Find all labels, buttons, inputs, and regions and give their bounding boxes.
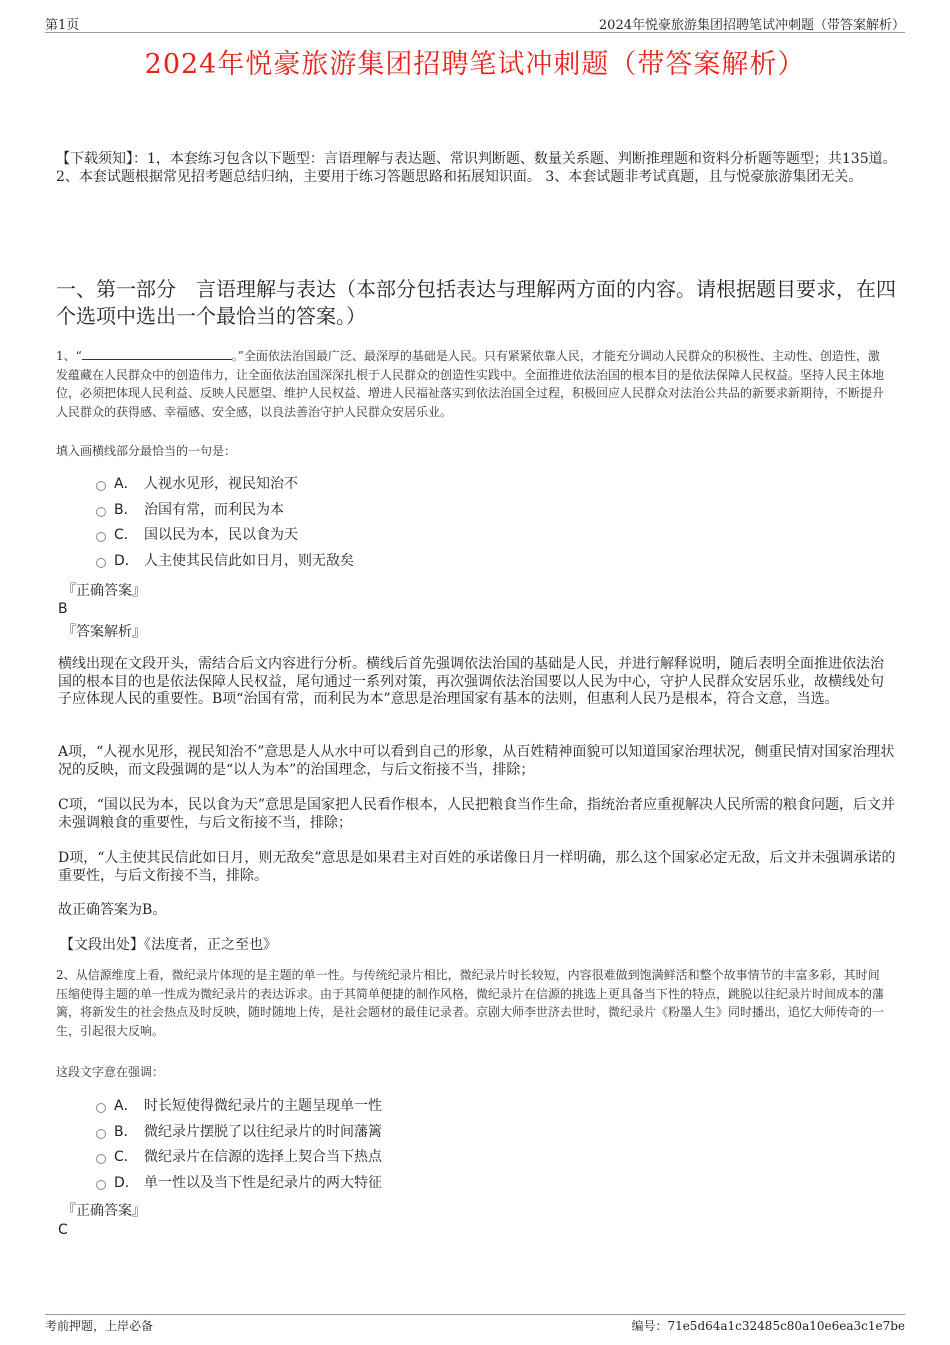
analysis-label: 『答案解析』 [62,624,146,640]
option-b[interactable]: B． 治国有常，而利民为本 [96,498,354,524]
option-c[interactable]: C． 国以民为本，民以食为天 [96,523,354,549]
option-a[interactable]: A． 时长短使得微纪录片的主题呈现单一性 [96,1094,382,1120]
page-number: 第1页 [45,18,80,33]
option-b[interactable]: B． 微纪录片摆脱了以往纪录片的时间藩篱 [96,1120,382,1146]
analysis-conclusion: 故正确答案为B。 [58,902,167,918]
option-c[interactable]: C． 微纪录片在信源的选择上契合当下热点 [96,1145,382,1171]
radio-icon[interactable] [96,1154,106,1164]
answer-label: 『正确答案』 [62,583,146,599]
header-doc-title: 2024年悦豪旅游集团招聘笔试冲刺题（带答案解析） [598,18,905,33]
question-2-prompt: 这段文字意在强调： [56,1065,165,1079]
answer-value: C [58,1222,68,1238]
question-1-body: 。”全面依法治国最广泛、最深厚的基础是人民。只有紧紧依靠人民，才能充分调动人民群众的积极性、主动性、创造性，激发蕴藏在人民群众中的创造伟力，让全面依法治国深深扎根于人民群众的创造性实践中。全面推进依法治国的根本目的是依法保障人民权益。坚持人民主体地位，必须把体现人民利益、反映人民愿望、维护人民权益、增进人民福祉落实到依法治国全过程，积极回应人民群众对法治公共品的新要求新期待，不断提升人民群众的获得感、幸福感、安全感，以良法善治守护人民群众安居乐业。 [56,349,885,419]
page-footer [45,1314,905,1333]
footer-doc-id: 编号：71e5d64a1c32485c80a10e6ea3c1e7be [631,1319,905,1333]
page-header [45,14,905,33]
analysis-option-c: C项，“国以民为本，民以食为天”意思是国家把人民看作根本，人民把粮食当作生命，指统治者应重视解决人民所需的粮食问题，后文并未强调粮食的重要性，与后文衔接不当，排除； [58,797,896,831]
analysis-paragraph: 横线出现在文段开头，需结合后文内容进行分析。横线后首先强调依法治国的基础是人民，并进行解释说明，随后表明全面推进依法治国的根本目的也是依法保障人民权益，尾句通过一系列对策，再次强调依法治国要以人民为中心，守护人民群众安居乐业，故横线处句子应体现人民的重要性。B项“治国有常，而利民为本”意思是治理国家有基本的法则，但惠利人民乃是根本，符合文意，当选。 [58,656,884,707]
radio-icon[interactable] [96,1180,106,1190]
radio-icon[interactable] [96,1129,106,1139]
option-a[interactable]: A． 人视水见形，视民知治不 [96,472,354,498]
answer-value: B [58,601,68,617]
answer-label: 『正确答案』 [62,1203,146,1219]
page-title: 2024年悦豪旅游集团招聘笔试冲刺题（带答案解析） [144,49,806,80]
question-1-prefix: 1、“ [56,349,82,363]
radio-icon[interactable] [96,507,106,517]
question-2-text: 2、从信源维度上看，微纪录片体现的是主题的单一性。与传统纪录片相比，微纪录片时长较短，内容很难做到饱满鲜活和整个故事情节的丰富多彩，其时间压缩使得主题的单一性成为微纪录片的表达诉求。由于其简单便捷的制作风格，微纪录片在信源的挑选上更具备当下性的特点，跳脱以往纪录片时间成本的藩篱，将新发生的社会热点及时反映，随时随地上传，是社会题材的最佳记录者。京剧大师李世济去世时，微纪录片《粉墨人生》同时播出，追忆大师传奇的一生，引起很大反响。 [56,968,885,1038]
download-notice: 【下载须知】：1，本套练习包含以下题型：言语理解与表达题、常识判断题、数量关系题、判断推理题和资料分析题等题型；共135道。 2、本套试题根据常见招考题总结归纳，主要用于练习答题思路和拓展知识面。 3、本套试题非考试真题，且与悦豪旅游集团无关。 [56,151,897,185]
radio-icon[interactable] [96,481,106,491]
question-1-options [96,472,354,574]
footer-slogan: 考前押题，上岸必备 [45,1319,154,1333]
question-1-text [56,347,891,421]
fill-blank [82,349,232,360]
option-d[interactable]: D． 人主使其民信此如日月，则无敌矣 [96,549,354,575]
question-2-options [96,1094,382,1196]
radio-icon[interactable] [96,1103,106,1113]
text-source: 【文段出处】《法度者，正之至也》 [60,937,277,953]
analysis-option-a: A项，“人视水见形，视民知治不”意思是人从水中可以看到自己的形象，从百姓精神面貌可以知道国家治理状况，侧重民情对国家治理状况的反映，而文段强调的是“以人为本”的治国理念，与后文衔接不当，排除； [58,744,895,778]
radio-icon[interactable] [96,532,106,542]
option-d[interactable]: D． 单一性以及当下性是纪录片的两大特征 [96,1171,382,1197]
analysis-option-d: D项，“人主使其民信此如日月，则无敌矣”意思是如果君主对百姓的承诺像日月一样明确，那么这个国家必定无敌，后文并未强调承诺的重要性，与后文衔接不当，排除。 [58,850,896,884]
question-1-prompt: 填入画横线部分最恰当的一句是： [56,444,237,458]
section-heading: 一、第一部分 言语理解与表达（本部分包括表达与理解两方面的内容。请根据题目要求，在四个选项中选出一个最恰当的答案。） [56,277,896,328]
radio-icon[interactable] [96,558,106,568]
